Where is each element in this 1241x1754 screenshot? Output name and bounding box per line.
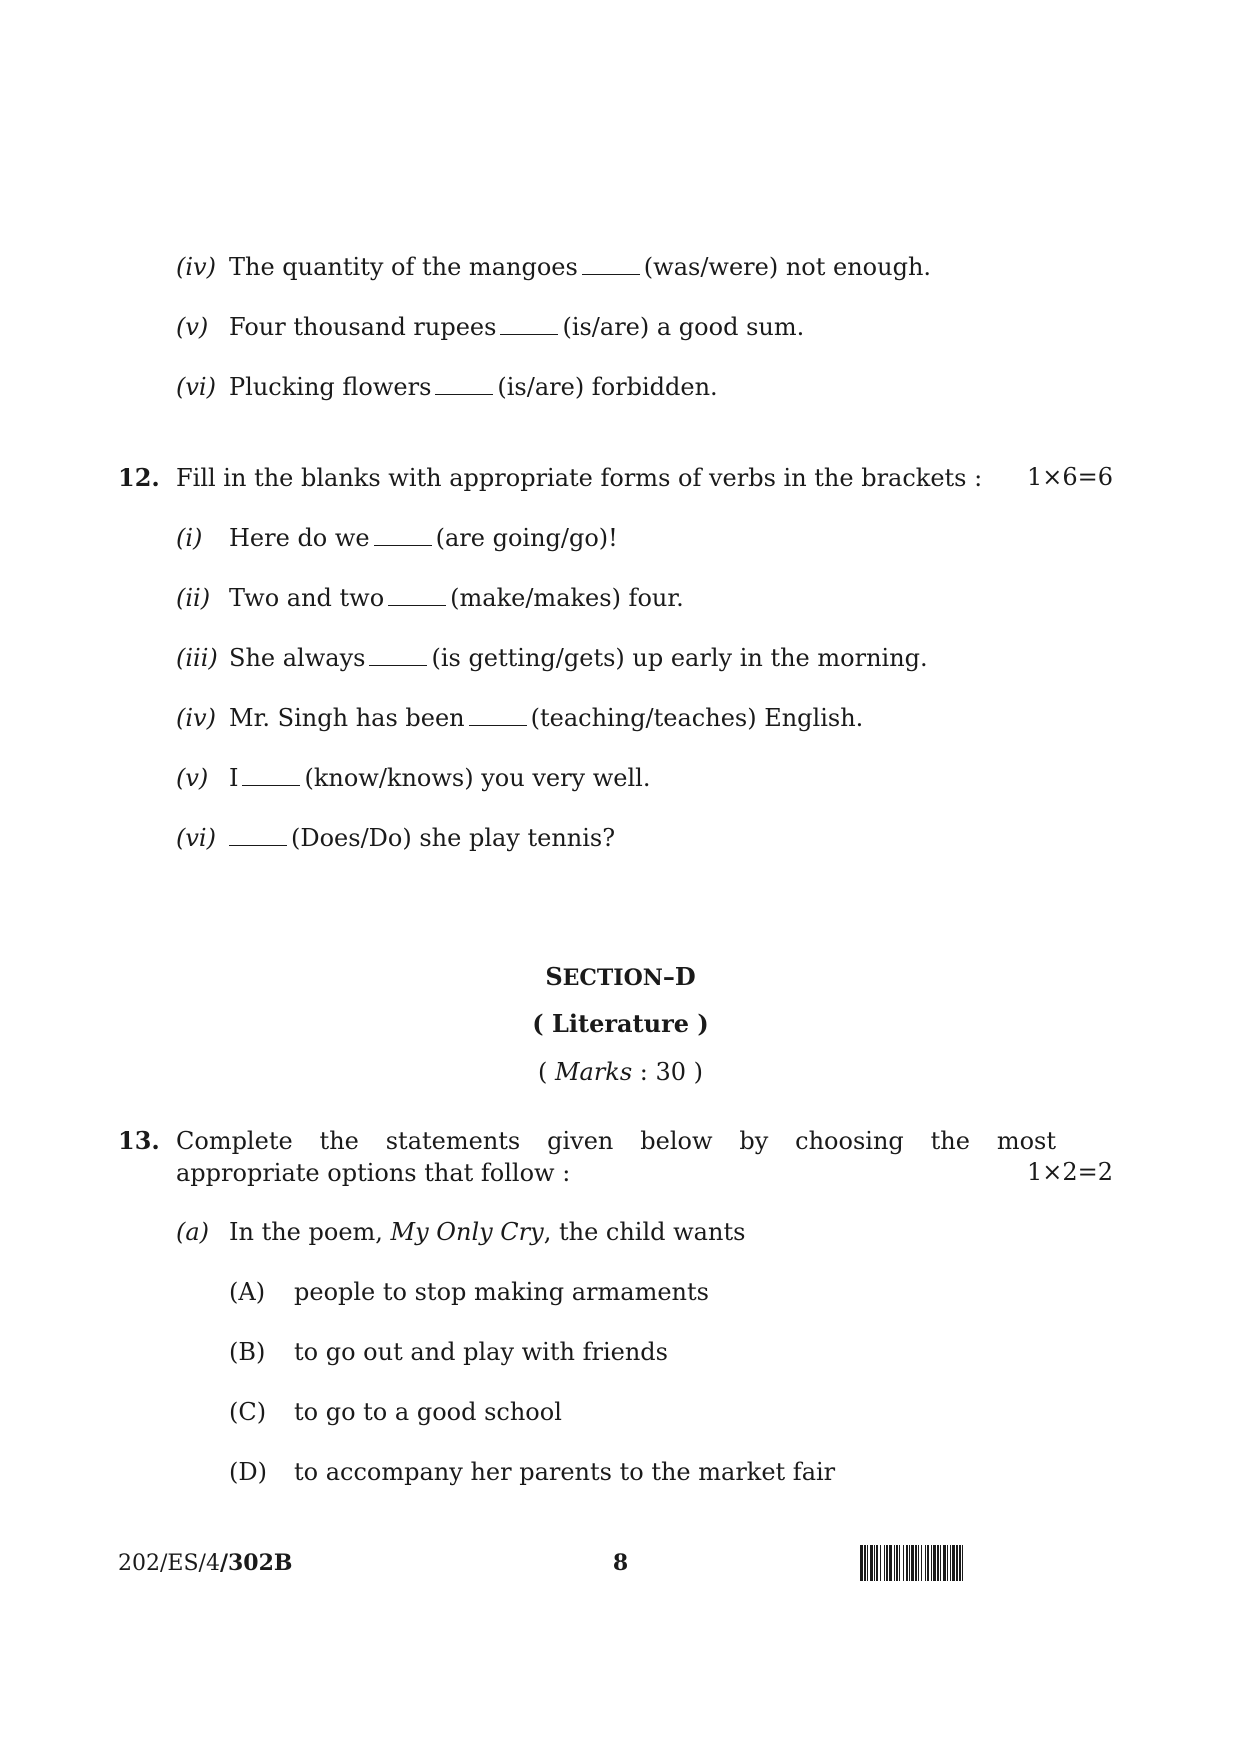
blank-line	[369, 645, 427, 666]
option-label: (B)	[229, 1338, 266, 1366]
item-number: (ii)	[176, 584, 211, 612]
item-text-after: (is getting/gets) up early in the morning.	[431, 644, 928, 672]
question-prompt: Fill in the blanks with appropriate forms of verbs in the brackets :	[176, 464, 983, 492]
item-number: (vi)	[176, 824, 216, 852]
item-text-after: (is/are) forbidden.	[497, 373, 718, 401]
item-text-before: Four thousand rupees	[229, 313, 497, 341]
item-text-before: Here do we	[229, 524, 370, 552]
item-text-before: Two and two	[229, 584, 385, 612]
section-title: SECTION–D	[545, 962, 696, 991]
section-subtitle: ( Literature )	[532, 1009, 709, 1038]
option-text: to go to a good school	[294, 1398, 562, 1426]
page-number: 8	[612, 1550, 629, 1576]
item-text-after: (teaching/teaches) English.	[530, 704, 864, 732]
paper-code: 202/ES/4/302B	[118, 1550, 293, 1576]
item-text-after: (know/knows) you very well.	[304, 764, 651, 792]
item-number: (iv)	[176, 253, 216, 281]
blank-line	[374, 525, 432, 546]
question-marks: 1×2=2	[1026, 1158, 1113, 1186]
barcode-gap	[963, 1545, 966, 1581]
item-number: (vi)	[176, 373, 216, 401]
option-label: (D)	[229, 1458, 267, 1486]
poem-title: My Only Cry	[390, 1218, 544, 1246]
section-marks: ( Marks : 30 )	[537, 1058, 704, 1086]
item-text-before: Mr. Singh has been	[229, 704, 465, 732]
item-text-after: (is/are) a good sum.	[562, 313, 805, 341]
question-number: 12.	[118, 463, 160, 492]
option-text: to go out and play with friends	[294, 1338, 668, 1366]
item-text-before: Plucking flowers	[229, 373, 432, 401]
option-label: (C)	[229, 1398, 267, 1426]
item-text-before: The quantity of the mangoes	[229, 253, 578, 281]
item-text-before: She always	[229, 644, 366, 672]
part-text-before: In the poem,	[229, 1218, 383, 1246]
option-text: people to stop making armaments	[294, 1278, 709, 1306]
item-text-before: I	[229, 764, 239, 792]
blank-line	[582, 254, 640, 275]
option-label: (A)	[229, 1278, 266, 1306]
part-text-after: , the child wants	[543, 1218, 746, 1246]
question-prompt-line1: Complete the statements given below by choosing the most	[176, 1127, 1056, 1155]
option-text: to accompany her parents to the market fair	[294, 1458, 836, 1486]
question-marks: 1×6=6	[1026, 463, 1113, 491]
item-text-after: (make/makes) four.	[450, 584, 684, 612]
part-number: (a)	[176, 1218, 210, 1246]
question-prompt-line2: appropriate options that follow :	[176, 1159, 571, 1187]
item-number: (v)	[176, 313, 209, 341]
item-number: (i)	[176, 524, 203, 552]
item-number: (iii)	[176, 644, 218, 672]
item-number: (iv)	[176, 704, 216, 732]
item-text-after: (Does/Do) she play tennis?	[291, 824, 616, 852]
blank-line	[500, 314, 558, 335]
item-text-after: (are going/go)!	[435, 524, 618, 552]
blank-line	[242, 765, 300, 786]
barcode	[860, 1545, 966, 1581]
blank-line	[229, 825, 287, 846]
item-number: (v)	[176, 764, 209, 792]
item-text-after: (was/were) not enough.	[643, 253, 932, 281]
blank-line	[435, 374, 493, 395]
blank-line	[388, 585, 446, 606]
blank-line	[469, 705, 527, 726]
question-number: 13.	[118, 1126, 160, 1155]
